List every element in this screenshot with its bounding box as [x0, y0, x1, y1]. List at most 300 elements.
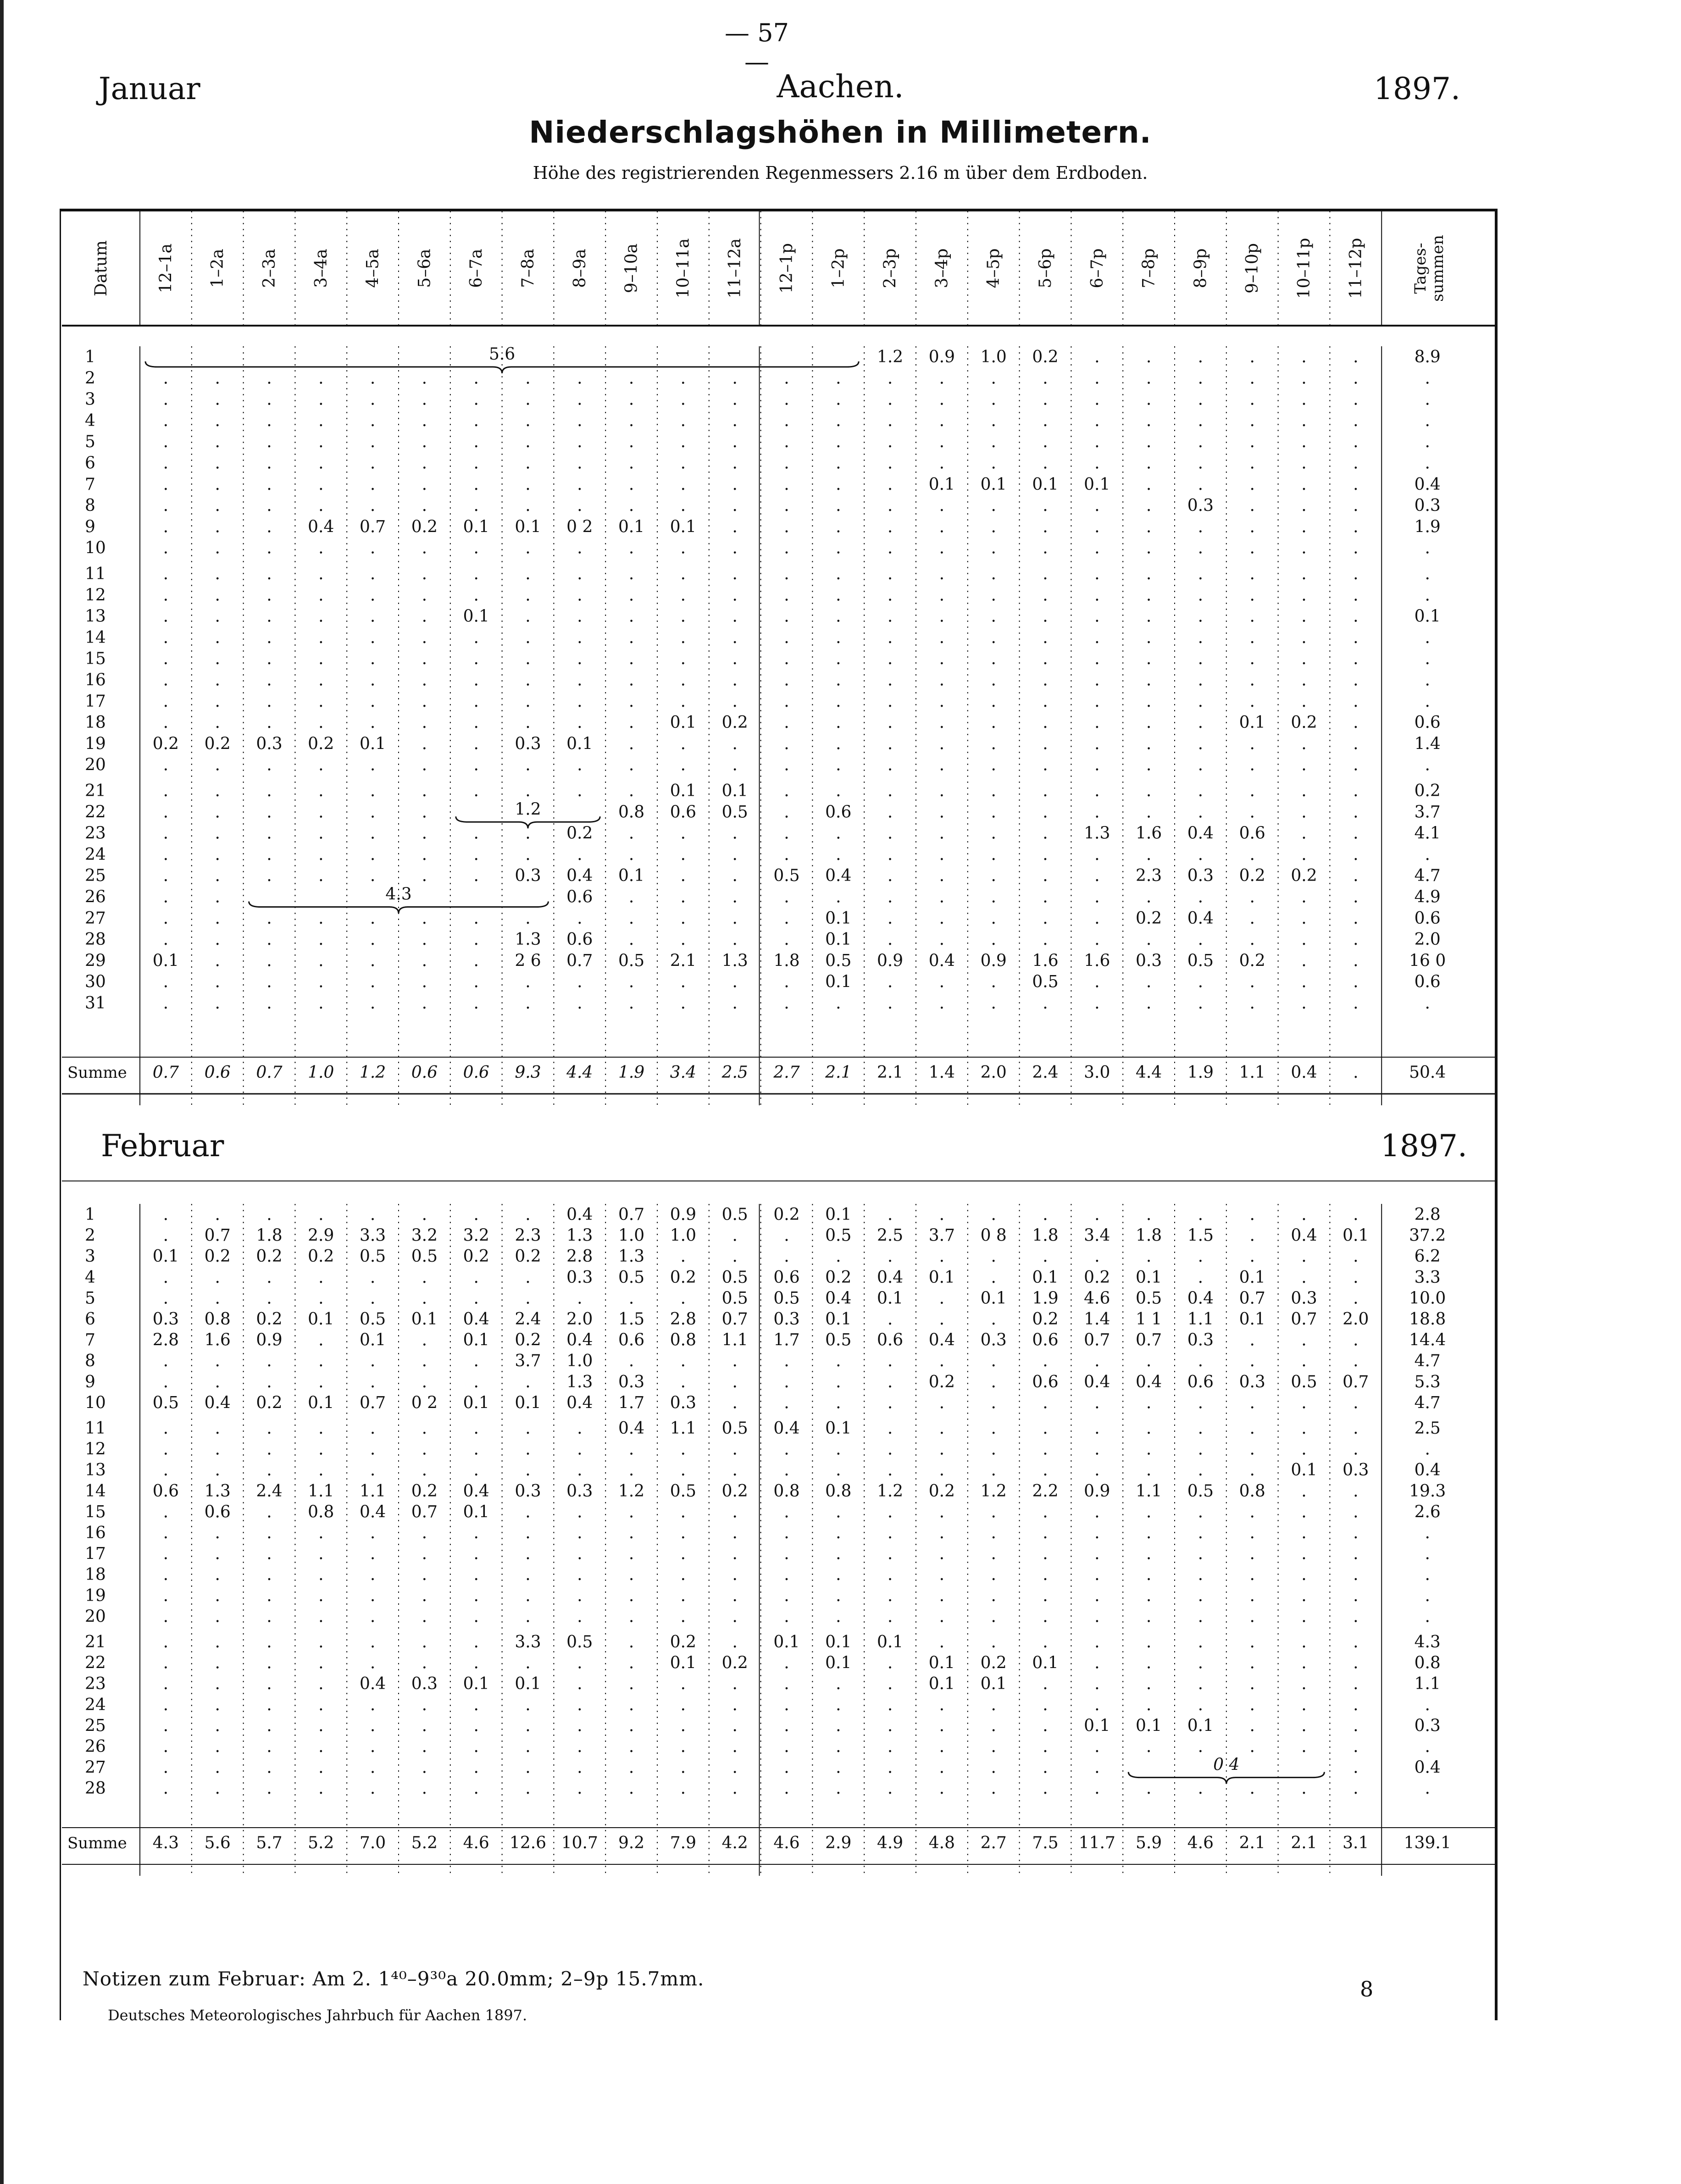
m1-cell-18-8: . [577, 1565, 583, 1585]
m0-date-29: 29 [85, 951, 106, 970]
m0-cell-16-17: . [1043, 671, 1048, 690]
m0-cell-19-15: . [939, 734, 945, 754]
m0-cell-11-20: . [1198, 565, 1204, 583]
m0-cell-23-17: . [1043, 824, 1048, 843]
m1-cell-8-20: . [1198, 1352, 1204, 1371]
m0-cell-12-16: . [991, 586, 996, 605]
m1-cell-18-18: . [1094, 1565, 1100, 1585]
m1-cell-11-3: . [318, 1419, 324, 1438]
m0-cell-2-10: . [680, 369, 686, 388]
m0-cell-28-11: . [732, 930, 738, 949]
m0-cell-19-2: 0.3 [256, 734, 283, 754]
m0-cell-20-13: . [836, 755, 841, 775]
m1-cell-26-13: . [836, 1737, 841, 1756]
m0-cell-22-19: . [1146, 803, 1152, 822]
m0-cell-31-9: . [628, 994, 634, 1013]
m1-cell-16-15: . [939, 1524, 945, 1542]
m0-cell-2-5: . [422, 369, 427, 388]
m0-cell-4-10: . [680, 411, 686, 430]
m0-cell-22-1: . [215, 803, 220, 822]
m0-cell-19-1: 0.2 [204, 734, 231, 754]
m0-cell-8-16: . [991, 496, 996, 516]
m1-cell-7-0: 2.8 [152, 1330, 179, 1350]
m0-cell-14-6: . [473, 628, 479, 647]
m0-cell-19-14: . [887, 734, 893, 754]
m1-cell-4-4: . [370, 1268, 376, 1287]
m0-cell-7-10: . [680, 475, 686, 494]
m0-cell-21-17: . [1043, 782, 1048, 800]
m0-cell-29-5: . [422, 951, 427, 970]
m0-date-27: 27 [85, 909, 106, 928]
m0-cell-28-6: . [473, 930, 479, 949]
m1-date-17: 17 [85, 1544, 106, 1563]
m0-cell-12-8: . [577, 586, 583, 605]
m1-cell-18-13: . [836, 1565, 841, 1585]
m1-cell-27-11: . [732, 1758, 738, 1777]
m0-cell-18-16: . [991, 713, 996, 732]
m1-cell-4-6: . [473, 1268, 479, 1287]
m1-cell-7-7: 0.2 [515, 1330, 541, 1350]
m0-cell-29-0: 0.1 [152, 951, 179, 970]
m1-cell-3-8: 2.8 [566, 1247, 593, 1266]
m1-daysum-22: 0.8 [1414, 1653, 1441, 1673]
m1-summe-0: 4.3 [152, 1834, 179, 1852]
m0-summe-10: 3.4 [670, 1063, 697, 1082]
m1-cell-26-3: . [318, 1737, 324, 1756]
m1-cell-27-10: . [680, 1758, 686, 1777]
m1-cell-12-14: . [887, 1440, 893, 1459]
m1-cell-24-7: . [525, 1695, 531, 1714]
m0-cell-15-19: . [1146, 649, 1152, 669]
m1-cell-23-23: . [1353, 1674, 1359, 1694]
m0-cell-12-7: . [525, 586, 531, 605]
m0-cell-5-9: . [628, 432, 634, 452]
m0-cell-27-14: . [887, 909, 893, 928]
m1-cell-13-20: . [1198, 1461, 1204, 1480]
m1-date-6: 6 [85, 1310, 95, 1329]
m0-date-13: 13 [85, 607, 106, 626]
m1-cell-1-11: 0.5 [721, 1205, 748, 1224]
m1-daysum-17: . [1425, 1544, 1430, 1563]
m1-cell-6-13: 0.1 [825, 1310, 852, 1329]
m0-daysum-17: . [1425, 692, 1430, 711]
m0-cell-15-5: . [422, 649, 427, 669]
m0-cell-13-23: . [1353, 607, 1359, 626]
m0-cell-23-23: . [1353, 824, 1359, 843]
m0-cell-20-2: . [266, 755, 272, 775]
header-hour-6: 6–7a [467, 249, 486, 288]
m1-cell-12-2: . [266, 1440, 272, 1459]
m1-cell-14-13: 0.8 [825, 1481, 852, 1501]
m1-cell-28-5: . [422, 1779, 427, 1798]
m0-cell-27-11: . [732, 909, 738, 928]
m1-cell-1-17: . [1043, 1205, 1048, 1224]
m0-cell-22-3: . [318, 803, 324, 822]
m1-cell-4-19: 0.1 [1135, 1268, 1162, 1287]
m0-cell-22-14: . [887, 803, 893, 822]
m0-cell-7-8: . [577, 475, 583, 494]
m1-summe-21: 2.1 [1239, 1834, 1265, 1852]
m1-cell-18-9: . [628, 1565, 634, 1585]
m0-cell-31-13: . [836, 994, 841, 1013]
m1-cell-12-8: . [577, 1440, 583, 1459]
m1-cell-22-15: 0.1 [928, 1653, 955, 1673]
m0-cell-26-20: . [1198, 887, 1204, 907]
m1-cell-5-16: 0.1 [980, 1289, 1007, 1308]
m0-daysum-2: . [1425, 369, 1430, 388]
m0-cell-18-10: 0.1 [670, 713, 697, 732]
m0-cell-7-16: 0.1 [980, 475, 1007, 494]
m0-cell-25-5: . [422, 866, 427, 886]
m0-cell-20-3: . [318, 755, 324, 775]
m1-cell-21-7: 3.3 [515, 1633, 541, 1652]
header-hour-23: 11–12p [1346, 238, 1365, 299]
m0-cell-11-13: . [836, 565, 841, 583]
m0-cell-4-13: . [836, 411, 841, 430]
m1-cell-10-13: . [836, 1393, 841, 1413]
m0-cell-29-13: 0.5 [825, 951, 852, 970]
m0-cell-16-3: . [318, 671, 324, 690]
m1-cell-1-8: 0.4 [566, 1205, 593, 1224]
m0-cell-10-15: . [939, 538, 945, 558]
m1-cell-15-7: . [525, 1502, 531, 1522]
m0-cell-25-18: . [1094, 866, 1100, 886]
m1-cell-25-0: . [163, 1716, 169, 1735]
m0-cell-5-21: . [1249, 432, 1255, 452]
m0-date-20: 20 [85, 755, 106, 775]
m1-cell-5-0: . [163, 1289, 169, 1308]
m0-cell-13-11: . [732, 607, 738, 626]
m1-daysum-4: 3.3 [1414, 1268, 1441, 1287]
m1-cell-7-11: 1.1 [721, 1330, 748, 1350]
m1-cell-25-6: . [473, 1716, 479, 1735]
m0-cell-3-6: . [473, 390, 479, 409]
m1-cell-4-13: 0.2 [825, 1268, 852, 1287]
m1-cell-12-9: . [628, 1440, 634, 1459]
m0-cell-21-3: . [318, 782, 324, 800]
m1-cell-8-9: . [628, 1352, 634, 1371]
page-number: — 57 — [725, 18, 789, 76]
m0-cell-23-18: 1.3 [1084, 824, 1110, 843]
m1-cell-17-4: . [370, 1544, 376, 1563]
m1-cell-5-9: . [628, 1289, 634, 1308]
m1-cell-10-5: 0 2 [411, 1393, 438, 1413]
m0-daysum-7: 0.4 [1414, 475, 1441, 494]
m1-cell-1-0: . [163, 1205, 169, 1224]
m1-cell-11-21: . [1249, 1419, 1255, 1438]
header-tagessummen-1: Tages- [1411, 243, 1430, 294]
m0-cell-7-17: 0.1 [1032, 475, 1059, 494]
m0-cell-31-17: . [1043, 994, 1048, 1013]
m1-cell-27-15: . [939, 1758, 945, 1777]
m0-cell-30-14: . [887, 972, 893, 992]
m1-cell-23-14: . [887, 1674, 893, 1694]
m0-cell-21-19: . [1146, 782, 1152, 800]
m0-summe-2: 0.7 [256, 1063, 283, 1082]
m1-cell-24-16: . [991, 1695, 996, 1714]
m1-cell-24-20: . [1198, 1695, 1204, 1714]
m0-cell-31-22: . [1301, 994, 1307, 1013]
m0-cell-20-12: . [784, 755, 789, 775]
m0-cell-8-22: . [1301, 496, 1307, 516]
header-hour-17: 5–6p [1036, 248, 1055, 288]
m1-cell-20-10: . [680, 1607, 686, 1626]
m1-cell-17-10: . [680, 1544, 686, 1563]
m0-cell-25-13: 0.4 [825, 866, 852, 886]
m1-cell-12-22: . [1301, 1440, 1307, 1459]
m0-cell-12-22: . [1301, 586, 1307, 605]
m1-cell-17-20: . [1198, 1544, 1204, 1563]
m0-cell-5-7: . [525, 432, 531, 452]
m0-cell-13-2: . [266, 607, 272, 626]
m1-cell-27-6: . [473, 1758, 479, 1777]
m0-cell-4-12: . [784, 411, 789, 430]
m1-cell-27-23: . [1353, 1758, 1359, 1777]
header-hour-13: 1–2p [829, 248, 848, 288]
m0-cell-3-4: . [370, 390, 376, 409]
m0-cell-11-19: . [1146, 565, 1152, 583]
m1-cell-7-13: 0.5 [825, 1330, 852, 1350]
m1-daysum-18: . [1425, 1565, 1430, 1585]
m1-cell-11-5: . [422, 1419, 427, 1438]
m1-cell-16-12: . [784, 1524, 789, 1542]
m1-summe-6: 4.6 [463, 1834, 489, 1852]
m0-daysum-10: . [1425, 538, 1430, 558]
m1-cell-26-1: . [215, 1737, 220, 1756]
m1-cell-3-4: 0.5 [359, 1247, 386, 1266]
m1-cell-27-1: . [215, 1758, 220, 1777]
m1-cell-15-21: . [1249, 1502, 1255, 1522]
m1-cell-27-7: . [525, 1758, 531, 1777]
m1-cell-25-20: 0.1 [1187, 1716, 1214, 1735]
m1-cell-20-6: . [473, 1607, 479, 1626]
m1-cell-3-1: 0.2 [204, 1247, 231, 1266]
m0-cell-21-7: . [525, 782, 531, 800]
header-hour-2: 2–3a [260, 249, 279, 288]
m1-cell-8-4: . [370, 1352, 376, 1371]
m0-daysum-16: . [1425, 671, 1430, 690]
header-hour-4: 4–5a [363, 249, 383, 288]
m0-cell-8-10: . [680, 496, 686, 516]
m1-cell-6-16: . [991, 1310, 996, 1329]
m0-cell-11-14: . [887, 565, 893, 583]
header-hour-22: 10–11p [1295, 238, 1314, 299]
m1-cell-24-12: . [784, 1695, 789, 1714]
m1-cell-28-10: . [680, 1779, 686, 1798]
m0-cell-28-9: . [628, 930, 634, 949]
m1-cell-14-4: 1.1 [359, 1481, 386, 1501]
m0-cell-4-20: . [1198, 411, 1204, 430]
m0-cell-16-20: . [1198, 671, 1204, 690]
m0-cell-30-8: . [577, 972, 583, 992]
m1-cell-9-12: . [784, 1372, 789, 1391]
m0-cell-23-5: . [422, 824, 427, 843]
m0-cell-31-6: . [473, 994, 479, 1013]
m0-cell-5-2: . [266, 432, 272, 452]
m0-cell-10-23: . [1353, 538, 1359, 558]
m1-cell-23-21: . [1249, 1674, 1255, 1694]
m0-cell-29-17: 1.6 [1032, 951, 1059, 970]
m0-cell-8-11: . [732, 496, 738, 516]
m0-cell-18-4: . [370, 713, 376, 732]
m0-cell-21-20: . [1198, 782, 1204, 800]
m0-cell-29-4: . [370, 951, 376, 970]
m1-summe-11: 4.2 [721, 1834, 748, 1852]
m1-daysum-1: 2.8 [1414, 1205, 1441, 1224]
m1-cell-5-11: 0.5 [721, 1289, 748, 1308]
m0-summe-3: 1.0 [308, 1063, 334, 1082]
m1-cell-25-4: . [370, 1716, 376, 1735]
m1-cell-19-18: . [1094, 1586, 1100, 1605]
m0-cell-4-21: . [1249, 411, 1255, 430]
m1-cell-16-2: . [266, 1524, 272, 1542]
m0-cell-25-2: . [266, 866, 272, 886]
m1-cell-19-23: . [1353, 1586, 1359, 1605]
city-name: Aachen. [777, 69, 904, 105]
m1-cell-21-19: . [1146, 1633, 1152, 1652]
m1-cell-13-11: . [732, 1461, 738, 1480]
m0-cell-1-20: . [1198, 348, 1204, 366]
m1-cell-20-19: . [1146, 1607, 1152, 1626]
m1-cell-6-8: 2.0 [566, 1310, 593, 1329]
m1-cell-16-22: . [1301, 1524, 1307, 1542]
m1-cell-3-7: 0.2 [515, 1247, 541, 1266]
m0-cell-20-11: . [732, 755, 738, 775]
m0-cell-13-21: . [1249, 607, 1255, 626]
m0-cell-30-18: . [1094, 972, 1100, 992]
m0-cell-8-2: . [266, 496, 272, 516]
m1-cell-4-18: 0.2 [1084, 1268, 1110, 1287]
m1-cell-2-5: 3.2 [411, 1226, 438, 1245]
m1-cell-9-20: 0.6 [1187, 1372, 1214, 1391]
m0-cell-13-16: . [991, 607, 996, 626]
m0-cell-14-10: . [680, 628, 686, 647]
m0-cell-6-6: . [473, 454, 479, 473]
m0-cell-3-7: . [525, 390, 531, 409]
m1-cell-27-8: . [577, 1758, 583, 1777]
m1-cell-12-0: . [163, 1440, 169, 1459]
m1-cell-18-6: . [473, 1565, 479, 1585]
m0-date-2: 2 [85, 369, 95, 388]
m1-daysum-24: . [1425, 1695, 1430, 1714]
m1-summe-13: 2.9 [825, 1834, 852, 1852]
m0-brace-label-2: 4.3 [385, 885, 412, 904]
m0-cell-3-12: . [784, 390, 789, 409]
m1-cell-28-7: . [525, 1779, 531, 1798]
m1-cell-4-15: 0.1 [928, 1268, 955, 1287]
m1-cell-6-11: 0.7 [721, 1310, 748, 1329]
m0-cell-30-20: . [1198, 972, 1204, 992]
m0-cell-22-5: . [422, 803, 427, 822]
m1-cell-13-10: . [680, 1461, 686, 1480]
m0-cell-6-14: . [887, 454, 893, 473]
m1-cell-3-13: . [836, 1247, 841, 1266]
m0-cell-19-7: 0.3 [515, 734, 541, 754]
m0-cell-18-3: . [318, 713, 324, 732]
m0-cell-4-17: . [1043, 411, 1048, 430]
m0-cell-24-20: . [1198, 845, 1204, 864]
m1-cell-22-22: . [1301, 1653, 1307, 1673]
m1-cell-4-8: 0.3 [566, 1268, 593, 1287]
year-label-februar: 1897. [1381, 1128, 1467, 1164]
m1-cell-24-2: . [266, 1695, 272, 1714]
m1-cell-5-14: 0.1 [877, 1289, 904, 1308]
m0-cell-18-9: . [628, 713, 634, 732]
m1-cell-5-1: . [215, 1289, 220, 1308]
m0-cell-9-2: . [266, 517, 272, 537]
m0-cell-3-14: . [887, 390, 893, 409]
m1-daysum-2: 37.2 [1409, 1226, 1446, 1245]
m1-daysum-12: . [1425, 1440, 1430, 1459]
m1-cell-2-4: 3.3 [359, 1226, 386, 1245]
m0-cell-26-18: . [1094, 887, 1100, 907]
m0-cell-6-1: . [215, 454, 220, 473]
m1-cell-19-19: . [1146, 1586, 1152, 1605]
m0-cell-15-2: . [266, 649, 272, 669]
m1-cell-18-10: . [680, 1565, 686, 1585]
m0-cell-12-9: . [628, 586, 634, 605]
m0-cell-25-11: . [732, 866, 738, 886]
m0-cell-18-2: . [266, 713, 272, 732]
m1-date-2: 2 [85, 1226, 95, 1245]
header-hour-7: 7–8a [519, 249, 538, 288]
m0-cell-7-12: . [784, 475, 789, 494]
m0-cell-6-20: . [1198, 454, 1204, 473]
m0-cell-12-0: . [163, 586, 169, 605]
m1-cell-22-17: 0.1 [1032, 1653, 1059, 1673]
m0-cell-14-15: . [939, 628, 945, 647]
m0-cell-15-22: . [1301, 649, 1307, 669]
m1-cell-12-19: . [1146, 1440, 1152, 1459]
m1-cell-6-2: 0.2 [256, 1310, 283, 1329]
m0-cell-22-2: . [266, 803, 272, 822]
m0-cell-16-21: . [1249, 671, 1255, 690]
m1-cell-10-16: . [991, 1393, 996, 1413]
m0-cell-25-22: 0.2 [1291, 866, 1317, 886]
m1-cell-25-22: . [1301, 1716, 1307, 1735]
m0-cell-15-7: . [525, 649, 531, 669]
m1-cell-1-3: . [318, 1205, 324, 1224]
m1-cell-17-23: . [1353, 1544, 1359, 1563]
m1-cell-13-21: . [1249, 1461, 1255, 1480]
m0-cell-21-13: . [836, 782, 841, 800]
m0-summe-11: 2.5 [721, 1063, 748, 1082]
m0-cell-5-3: . [318, 432, 324, 452]
header-hour-14: 2–3p [881, 248, 900, 288]
m1-cell-8-5: . [422, 1352, 427, 1371]
m0-cell-15-23: . [1353, 649, 1359, 669]
m0-cell-10-11: . [732, 538, 738, 558]
m1-cell-6-17: 0.2 [1032, 1310, 1059, 1329]
m1-cell-20-8: . [577, 1607, 583, 1626]
m1-cell-9-0: . [163, 1372, 169, 1391]
m0-summe-5: 0.6 [411, 1063, 438, 1082]
m1-cell-4-10: 0.2 [670, 1268, 697, 1287]
m1-cell-24-11: . [732, 1695, 738, 1714]
m1-cell-5-22: 0.3 [1291, 1289, 1317, 1308]
m1-daysum-10: 4.7 [1414, 1393, 1441, 1413]
m1-daysum-7: 14.4 [1409, 1330, 1446, 1350]
m0-cell-6-4: . [370, 454, 376, 473]
m1-cell-17-7: . [525, 1544, 531, 1563]
m0-cell-8-4: . [370, 496, 376, 516]
m1-cell-3-15: . [939, 1247, 945, 1266]
m0-cell-10-12: . [784, 538, 789, 558]
m0-cell-5-14: . [887, 432, 893, 452]
m1-daysum-21: 4.3 [1414, 1633, 1441, 1652]
m0-cell-23-10: . [680, 824, 686, 843]
m1-cell-7-12: 1.7 [773, 1330, 800, 1350]
